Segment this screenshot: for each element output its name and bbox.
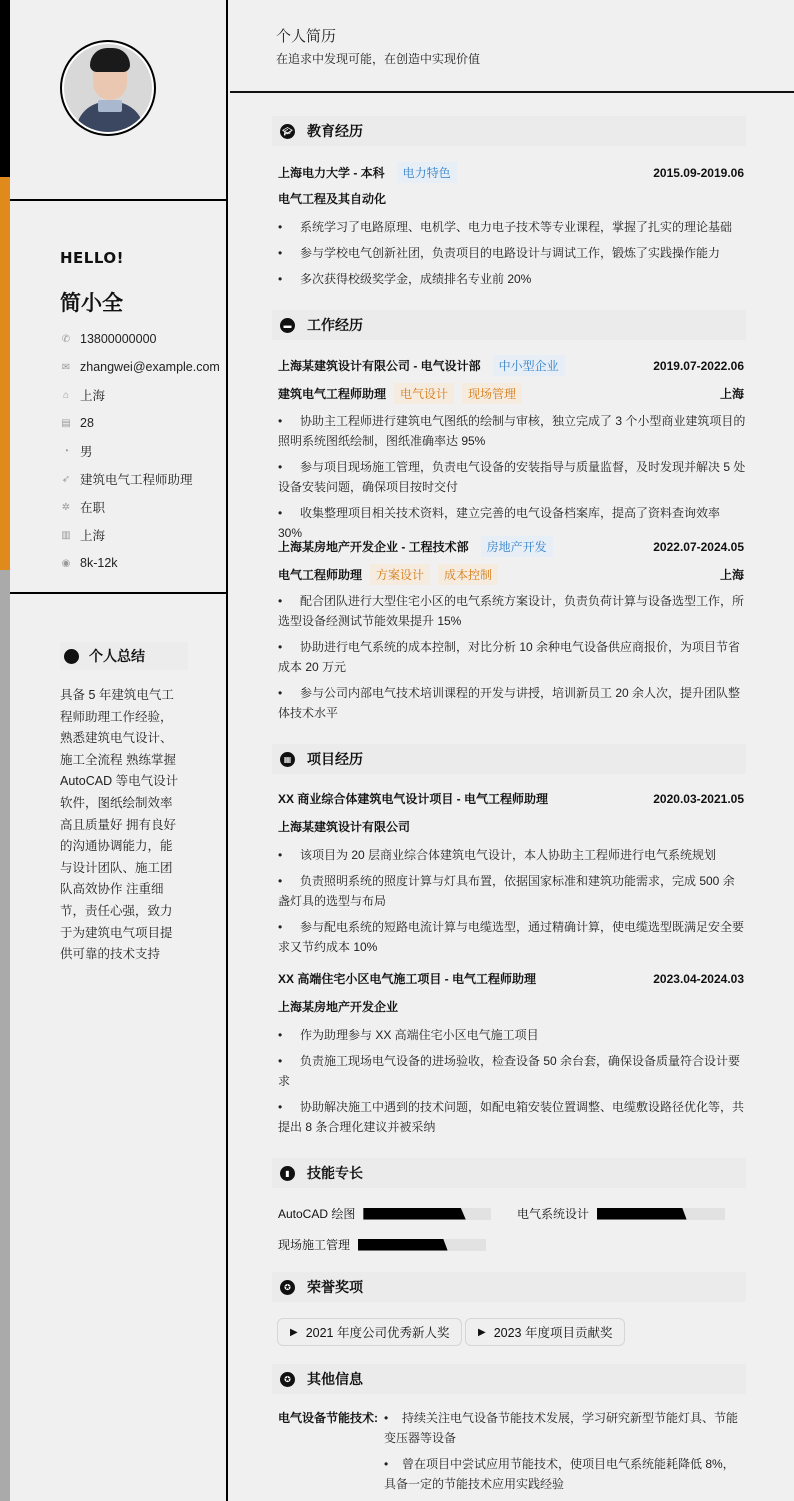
- user-circle-icon: [64, 649, 79, 664]
- skills-heading: ▮ 技能专长: [272, 1158, 746, 1188]
- contact-age: ▤ 28: [61, 416, 94, 430]
- list-item: • 参与项目现场施工管理，负责电气设备的安装指导与质量监督，及时发现并解决 5 处设备安装问题，确保项目按时交付: [278, 460, 746, 494]
- major: 电气工程及其自动化: [278, 192, 387, 206]
- skill-bar: [597, 1208, 725, 1220]
- skill-tag: 成本控制: [438, 564, 498, 585]
- list-item: • 协助进行电气系统的成本控制，对比分析 10 余种电气设备供应商报价，为项目节省成本 20 万元: [278, 640, 741, 674]
- award-icon: ✪: [280, 1372, 295, 1387]
- list-item: • 收集整理项目相关技术资料，建立完善的电气设备档案库，提高了资料查询效率 30%: [278, 506, 721, 540]
- awards-heading: ✪ 荣誉奖项: [272, 1272, 746, 1302]
- job-role: 建筑电气工程师助理: [278, 387, 387, 401]
- avatar-photo: [64, 44, 152, 132]
- job-date: 2019.07-2022.06: [653, 358, 744, 373]
- school-tag: 电力特色: [397, 162, 457, 183]
- contact-city: ▥ 上海: [61, 529, 106, 543]
- skill-tag: 现场管理: [462, 383, 522, 404]
- age-icon: ▤: [61, 417, 71, 429]
- skill-site-management: 现场施工管理: [278, 1236, 486, 1253]
- skill-bar: [363, 1208, 491, 1220]
- skill-autocad: AutoCAD 绘图: [278, 1205, 491, 1222]
- left-strip-black: [0, 0, 10, 177]
- education-row: [278, 162, 744, 183]
- contact-list: [60, 325, 220, 577]
- project-name: XX 商业综合体建筑电气设计项目 - 电气工程师助理: [278, 792, 549, 806]
- sidebar: [10, 0, 228, 1501]
- greeting: HELLO!: [60, 249, 124, 267]
- left-strip-grey: [0, 570, 10, 1501]
- major-row: [278, 190, 744, 207]
- page-title: 个人简历: [276, 28, 337, 45]
- grid-icon: ▦: [280, 752, 295, 767]
- company-name: 上海某房地产开发企业 - 工程技术部: [278, 540, 469, 554]
- project-company-row: [278, 818, 744, 835]
- project-bullets: [278, 1025, 746, 1143]
- contact-phone: ✆ 13800000000: [61, 332, 157, 346]
- other-heading: ✪ 其他信息: [272, 1364, 746, 1394]
- list-item: • 作为助理参与 XX 高端住宅小区电气施工项目: [278, 1028, 539, 1042]
- job-role-row: [278, 383, 744, 404]
- company-tag: 房地产开发: [481, 536, 553, 557]
- job-role: 电气工程师助理: [278, 568, 363, 582]
- work-heading: ▬ 工作经历: [272, 310, 746, 340]
- project-date: 2020.03-2021.05: [653, 791, 744, 806]
- summary-heading: 个人总结: [60, 642, 188, 670]
- list-item: • 曾在项目中尝试应用节能技术，使项目电气系统能耗降低 8%，具备一定的节能技术应用实践经验: [384, 1457, 735, 1491]
- bar-chart-icon: ▮: [280, 1166, 295, 1181]
- list-item: • 系统学习了电路原理、电机学、电力电子技术等专业课程，掌握了扎实的理论基础: [278, 220, 733, 234]
- contact-email: ✉ zhangwei@example.com: [61, 360, 220, 374]
- project-name: XX 高端住宅小区电气施工项目 - 电气工程师助理: [278, 972, 537, 986]
- project-company: 上海某房地产开发企业: [278, 1000, 399, 1014]
- list-item: • 协助解决施工中遇到的技术问题，如配电箱安装位置调整、电缆敷设路径优化等，共提出 8 条合理化建议并被采纳: [278, 1100, 745, 1134]
- project-header: [278, 790, 744, 807]
- company-tag: 中小型企业: [493, 355, 565, 376]
- list-item: • 参与公司内部电气技术培训课程的开发与讲授，培训新员工 20 余人次，提升团队整体技术水平: [278, 686, 741, 720]
- header-divider: [230, 91, 794, 93]
- page-subtitle: 在追求中发现可能，在创造中实现价值: [276, 52, 481, 66]
- city-icon: ▥: [61, 529, 71, 541]
- job-location: 上海: [719, 568, 744, 582]
- job-bullets: [278, 411, 746, 549]
- home-icon: ⌂: [62, 389, 70, 401]
- salary-icon: ◉: [61, 557, 71, 569]
- triangle-right-icon: ▶: [290, 1326, 298, 1338]
- skill-electrical-design: 电气系统设计: [517, 1205, 725, 1222]
- list-item: • 负责照明系统的照度计算与灯具布置，依据国家标准和建筑功能需求，完成 500 余盏灯具的选型与布局: [278, 874, 735, 908]
- left-strip-orange: [0, 177, 10, 570]
- project-bullets: [278, 845, 746, 963]
- list-item: • 负责施工现场电气设备的进场验收，检查设备 50 余台套，确保设备质量符合设计要求: [278, 1054, 741, 1088]
- education-bullets: [278, 217, 746, 295]
- list-item: • 多次获得校级奖学金，成绩排名专业前 20%: [278, 272, 532, 286]
- summary-text: 具备 5 年建筑电气工程师助理工作经验，熟悉建筑电气设计、施工全流程 熟练掌握 AutoCAD 等电气设计软件，图纸绘制效率高且质量好 拥有良好的沟通协调能力，能与设计团队、施工团队高效协作 注重细节，责任心强，致力于为建筑电气项目提供可靠的技术支持: [60, 688, 179, 962]
- skill-tag: 方案设计: [370, 564, 430, 585]
- school-name: 上海电力大学 - 本科: [278, 166, 385, 180]
- job-header: [278, 355, 744, 376]
- skill-tag: 电气设计: [394, 383, 454, 404]
- sidebar-divider: [10, 199, 228, 201]
- project-company-row: [278, 998, 744, 1015]
- mail-icon: ✉: [61, 361, 71, 373]
- job-header: [278, 536, 744, 557]
- award-item[interactable]: ▶ 2023 年度项目贡献奖: [465, 1318, 625, 1346]
- briefcase-icon: ▬: [280, 318, 295, 333]
- list-item: • 持续关注电气设备节能技术发展，学习研究新型节能灯具、节能变压器等设备: [384, 1411, 739, 1445]
- award-icon: ✪: [280, 1280, 295, 1295]
- list-item: • 配合团队进行大型住宅小区的电气系统方案设计，负责负荷计算与设备选型工作，所选型设备经测试节能效果提升 15%: [278, 594, 745, 628]
- candidate-name: 简小全: [60, 292, 123, 315]
- project-header: [278, 970, 744, 987]
- company-name: 上海某建筑设计有限公司 - 电气设计部: [278, 359, 481, 373]
- other-bullets: [384, 1408, 744, 1500]
- list-item: • 协助主工程师进行建筑电气图纸的绘制与审核，独立完成了 3 个小型商业建筑项目的照明系统图纸绘制，图纸准确率达 95%: [278, 414, 746, 448]
- contact-home: ⌂ 上海: [60, 381, 220, 409]
- position-icon: ➶: [61, 473, 71, 485]
- contact-gender: ◔ 男: [60, 437, 220, 465]
- skill-bar: [358, 1239, 486, 1251]
- project-date: 2023.04-2024.03: [653, 971, 744, 986]
- triangle-right-icon: ▶: [478, 1326, 486, 1338]
- education-date: 2015.09-2019.06: [653, 165, 744, 180]
- list-item: • 参与学校电气创新社团，负责项目的电路设计与调试工作，锻炼了实践操作能力: [278, 246, 721, 260]
- contact-salary: ◉ 8k-12k: [61, 556, 118, 570]
- contact-position: ➶ 建筑电气工程师助理: [61, 473, 193, 487]
- contact-status: ✲ 在职: [61, 501, 106, 515]
- phone-icon: ✆: [61, 333, 71, 345]
- job-role-row: [278, 564, 744, 585]
- avatar: [60, 40, 156, 136]
- gender-icon: ◔: [62, 445, 70, 457]
- sidebar-divider: [10, 592, 228, 594]
- list-item: • 该项目为 20 层商业综合体建筑电气设计，本人协助主工程师进行电气系统规划: [278, 848, 717, 862]
- projects-heading: ▦ 项目经历: [272, 744, 746, 774]
- job-location: 上海: [719, 387, 744, 401]
- award-item[interactable]: ▶ 2021 年度公司优秀新人奖: [277, 1318, 462, 1346]
- other-label: 电气设备节能技术:: [278, 1411, 378, 1425]
- graduation-cap-icon: 🎓︎: [280, 124, 295, 139]
- project-company: 上海某建筑设计有限公司: [278, 820, 411, 834]
- education-heading: 🎓︎ 教育经历: [272, 116, 746, 146]
- job-date: 2022.07-2024.05: [653, 539, 744, 554]
- status-icon: ✲: [61, 501, 71, 513]
- job-bullets: [278, 591, 746, 729]
- list-item: • 参与配电系统的短路电流计算与电缆选型，通过精确计算，使电缆选型既满足安全要求又节约成本 10%: [278, 920, 745, 954]
